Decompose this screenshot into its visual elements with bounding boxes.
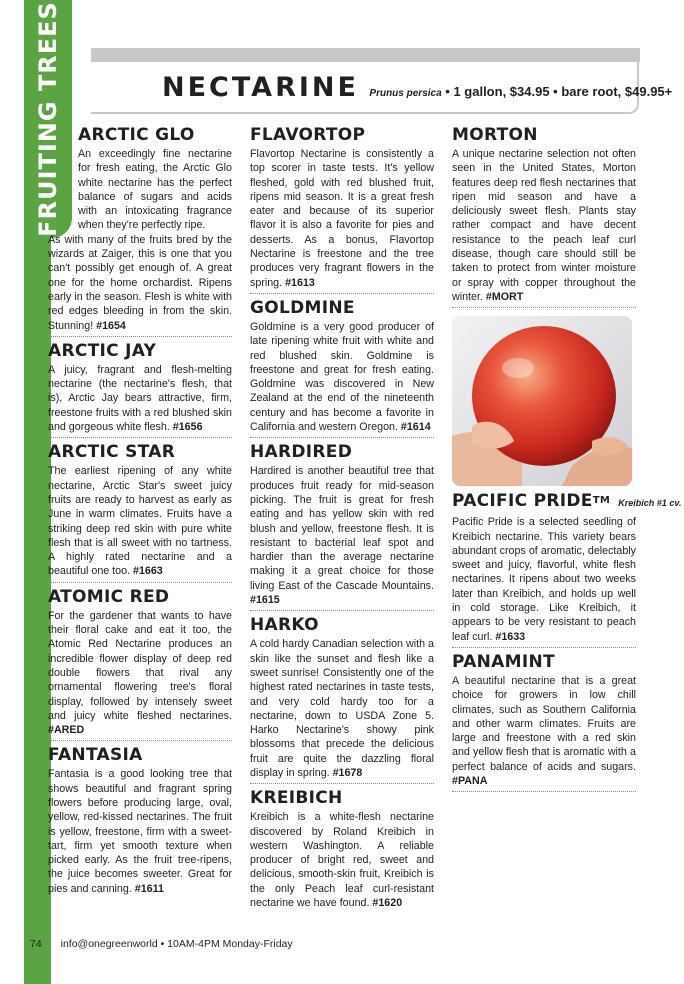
item-code: #PANA <box>452 775 488 788</box>
header-bar <box>91 48 640 62</box>
variety-description: A cold hardy Canadian selection with a skin like the sunset and flesh like a sweet sunrise! Consistently one of the highest rated nectarines in taste tests, and very cold hardy too for a nectarine, down to USDA Zone 5. Harko Nectarine's showy pink blossoms that precede the delicious fruit are quite the dazzling floral display in spring. #1678 <box>250 638 434 779</box>
variety-description: An exceedingly fine nectarine for fresh eating, the Arctic Glo white nectarine has the perfect balance of sugars and acids with an intoxicating fragrance when they're perfectly ripe. As with many of the fruits bred by the wizards at Zaiger, this is one that you can't possibly get enough of. A great one for the home orchardist. Ripens early in the season. Flesh is white with red edges bleeding in from the skin. Stunning! #1654 <box>48 148 232 332</box>
variety-name: FLAVORTOP <box>250 125 366 145</box>
page-header <box>162 72 672 103</box>
section-label: FRUITING TREES <box>34 1 62 237</box>
variety-name: ARCTIC JAY <box>48 340 157 361</box>
variety-entry <box>452 651 636 792</box>
cultivar-note: Kreibich #1 cv. <box>618 498 682 509</box>
item-code: #1663 <box>133 565 163 578</box>
variety-entry <box>452 124 636 308</box>
variety-name: GOLDMINE <box>250 297 355 318</box>
variety-entry <box>250 441 434 611</box>
variety-name: HARKO <box>250 615 319 636</box>
variety-name: MORTON <box>452 125 538 145</box>
variety-description: A juicy, fragrant and flesh-melting nectarine (the nectarine's flesh, that is), Arctic Jay bears attractive, firm, freestone fruits with a red blushed skin and gorgeous white flesh. #1656 <box>48 363 232 434</box>
column-middle <box>250 124 434 916</box>
variety-entry <box>452 490 682 648</box>
item-code: #1611 <box>134 882 164 895</box>
variety-entry <box>48 441 232 582</box>
variety-description: Hardired is another beautiful tree that produces fruit ready for mid-season picking. The fruit is great for fresh eating and has yellow skin with red blush and yellow, freestone flesh. It is resistant to bacterial leaf spot and hardier than the average nectarine making it a great choice for those living East of the Cascade Mountains. #1615 <box>250 465 434 607</box>
column-left <box>48 124 232 902</box>
item-code: #1654 <box>96 319 126 332</box>
variety-description: Fantasia is a good looking tree that shows beautiful and fragrant spring flowers before producing large, oval, yellow, red-kissed nectarines. The fruit is yellow, freestone, firm with a sweet-tart, firm yet smooth texture when picked early. As the fruit tree-ripens, the juice becomes sweeter. Great for pies and canning. #1611 <box>48 768 232 895</box>
variety-name: ARCTIC GLO <box>78 125 195 145</box>
variety-entry <box>250 124 434 294</box>
variety-name: FANTASIA <box>48 745 143 766</box>
item-code: #1656 <box>172 421 203 434</box>
trademark-mark: TM <box>592 495 611 507</box>
item-code: #1614 <box>400 421 431 434</box>
variety-name: PACIFIC PRIDE™ Kreibich #1 cv. <box>452 491 682 512</box>
item-code: #1633 <box>495 630 526 643</box>
variety-name: ATOMIC RED <box>48 586 170 607</box>
item-code: #1613 <box>285 276 315 289</box>
variety-description: Kreibich is a white-flesh nectarine discovered by Roland Kreibich in western Washington. A reliable producer of bright red, sweet and delicious, smooth-skin fruit, Kreibich is the only Peach leaf curl-resistant nectarine we have found. #1620 <box>250 811 434 910</box>
variety-name: HARDIRED <box>250 442 353 463</box>
item-code: #1678 <box>332 766 363 779</box>
contact-info: info@onegreenworld • 10AM-4PM Monday-Friday <box>60 938 293 950</box>
variety-entry <box>48 744 232 899</box>
nectarine-photo-illustration <box>452 316 632 486</box>
scientific-name: Prunus persica <box>369 88 442 99</box>
variety-name: PANAMINT <box>452 651 555 672</box>
variety-entry <box>250 297 434 438</box>
variety-name: ARCTIC STAR <box>48 442 176 463</box>
nectarine-photo <box>452 316 632 486</box>
variety-description: Pacific Pride is a selected seedling of Kreibich nectarine. This variety bears abundant crops of aromatic, delectably sweet and juicy, flavorful, white flesh nectarines. It ripens about two weeks later than Kreibich, and holds up well in cold storage. Like Kreibich, it appears to be very resistant to peach leaf curl. #1633 <box>452 516 636 643</box>
variety-entry <box>250 787 434 913</box>
variety-name: KREIBICH <box>250 788 343 809</box>
variety-entry <box>48 586 232 742</box>
page-title: NECTARINE <box>162 72 359 103</box>
column-right <box>452 124 682 795</box>
variety-description: For the gardener that wants to have their floral cake and eat it too, the Atomic Red Nectarine produces an incredible flower display of deep red double flowers that rival any ornamental flowering tree's floral display, followed by intensely sweet and juicy white fleshed nectarines. #ARED <box>48 609 232 737</box>
variety-description: A beautiful nectarine that is a great choice for growers in low chill climates, such as Southern California and other warm climates. Fruits are large and freestone with a red skin and yellow flesh that is aromatic with a perfect balance of acids and sugars. #PANA <box>452 674 636 788</box>
variety-entry <box>48 340 232 438</box>
item-code: #ARED <box>48 724 85 737</box>
item-code: #1615 <box>250 594 280 607</box>
page-footer <box>30 938 293 950</box>
item-code: #MORT <box>485 290 524 303</box>
page-number: 74 <box>30 938 42 950</box>
variety-entry <box>250 614 434 784</box>
variety-description: A unique nectarine selection not often seen in the United States, Morton features deep red flesh nectarines that ripen mid season and have a deliciously sweet flesh. Plants stay rather compact and have decent resistance to the peach leaf curl disease, though care should still be taken to protect from winter moisture or spray with copper throughout the winter. #MORT <box>452 148 636 303</box>
item-code: #1620 <box>372 897 403 910</box>
variety-description: Goldmine is a very good producer of late ripening white fruit with white and red blushed skin. Goldmine is freestone and great for fresh eating. Goldmine was discovered in New Zealand at the end of the nineteenth century and has become a favorite in California and western Oregon. #1614 <box>250 320 434 434</box>
variety-description: The earliest ripening of any white nectarine, Arctic Star's sweet juicy fruits are ready to harvest as early as June in warm climates. Fruits have a striking deep red skin with pure white flesh that is all sweet with no tartness. A highly rated nectarine and a beautiful one too. #1663 <box>48 465 232 578</box>
pricing: • 1 gallon, $34.95 • bare root, $49.95+ <box>441 84 673 99</box>
variety-description: Flavortop Nectarine is consistently a top scorer in taste tests. It's yellow fleshed, gold with red blushed fruit, ripens mid season. It is a great fresh eater and because of its superior flavor it is also a favorite for pies and desserts. As a bonus, Flavortop Nectarine is freestone and the tree produces very fragrant flowers in the spring. #1613 <box>250 148 434 289</box>
variety-entry <box>48 124 232 337</box>
